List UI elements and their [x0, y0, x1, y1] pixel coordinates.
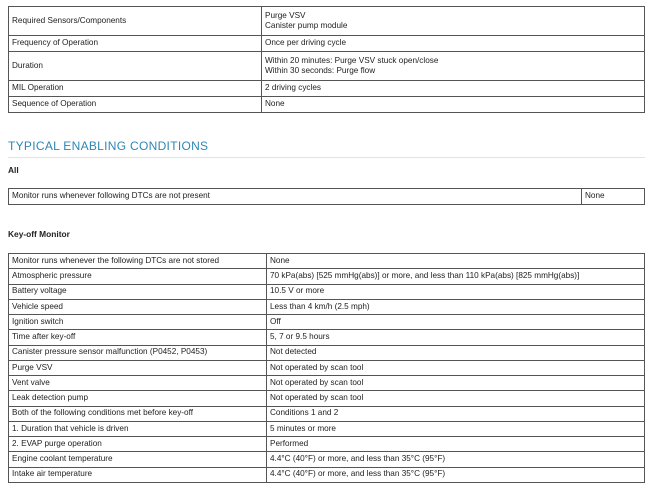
value-line: Within 20 minutes: Purge VSV stuck open/close [265, 55, 439, 65]
section-divider [8, 157, 645, 158]
row-label: Atmospheric pressure [9, 269, 267, 284]
subsection-heading-keyoff: Key-off Monitor [8, 229, 70, 239]
row-value: 4.4°C (40°F) or more, and less than 35°C (95°F) [267, 467, 645, 482]
value-line: Within 30 seconds: Purge flow [265, 66, 376, 75]
table-row [9, 421, 645, 436]
row-label: MIL Operation [9, 81, 262, 97]
row-label: Both of the following conditions met before key-off [9, 406, 267, 421]
row-label: Canister pressure sensor malfunction (P0452, P0453) [9, 345, 267, 360]
row-value: None [267, 254, 645, 269]
row-value: Less than 4 km/h (2.5 mph) [267, 299, 645, 314]
row-value: 70 kPa(abs) [525 mmHg(abs)] or more, and less than 110 kPa(abs) [825 mmHg(abs)] [267, 269, 645, 284]
row-label: Frequency of Operation [9, 36, 262, 52]
value-line: Canister pump module [265, 21, 348, 30]
row-value: 2 driving cycles [262, 81, 645, 97]
table-row [9, 189, 645, 205]
row-value: Off [267, 315, 645, 330]
subsection-heading-all: All [8, 165, 19, 175]
table-row [9, 81, 645, 97]
table-row [9, 437, 645, 452]
table-row [9, 452, 645, 467]
table-row [9, 7, 645, 36]
row-label: Ignition switch [9, 315, 267, 330]
row-label: 2. EVAP purge operation [9, 437, 267, 452]
row-value: Not operated by scan tool [267, 376, 645, 391]
row-label: Engine coolant temperature [9, 452, 267, 467]
table-row [9, 315, 645, 330]
table-row [9, 36, 645, 52]
row-value: Once per driving cycle [262, 36, 645, 52]
row-value: 5 minutes or more [267, 421, 645, 436]
row-value: Not operated by scan tool [267, 360, 645, 375]
monitor-summary-table [8, 6, 645, 113]
table-row [9, 254, 645, 269]
row-label: Vent valve [9, 376, 267, 391]
row-label: Required Sensors/Components [9, 7, 262, 36]
table-row [9, 284, 645, 299]
table-row [9, 360, 645, 375]
row-value: None [262, 97, 645, 113]
keyoff-conditions-table [8, 253, 645, 483]
row-label: Purge VSV [9, 360, 267, 375]
table-row [9, 406, 645, 421]
row-label: 1. Duration that vehicle is driven [9, 421, 267, 436]
row-label: Time after key-off [9, 330, 267, 345]
row-value: 4.4°C (40°F) or more, and less than 35°C (95°F) [267, 452, 645, 467]
table-row [9, 299, 645, 314]
row-value: 10.5 V or more [267, 284, 645, 299]
row-value: Not operated by scan tool [267, 391, 645, 406]
row-label: Vehicle speed [9, 299, 267, 314]
row-value: Not detected [267, 345, 645, 360]
all-conditions-table [8, 188, 645, 205]
row-value [262, 7, 645, 36]
row-label: Intake air temperature [9, 467, 267, 482]
table-row [9, 467, 645, 482]
table-row [9, 52, 645, 81]
value-line: Purge VSV [265, 10, 306, 20]
table-row [9, 376, 645, 391]
table-row [9, 391, 645, 406]
row-value: Performed [267, 437, 645, 452]
table-row [9, 269, 645, 284]
table-row [9, 345, 645, 360]
row-label: Monitor runs whenever following DTCs are not present [9, 189, 582, 205]
row-label: Duration [9, 52, 262, 81]
section-title: TYPICAL ENABLING CONDITIONS [8, 139, 209, 153]
row-value: 5, 7 or 9.5 hours [267, 330, 645, 345]
row-label: Monitor runs whenever the following DTCs are not stored [9, 254, 267, 269]
table-row [9, 97, 645, 113]
row-label: Sequence of Operation [9, 97, 262, 113]
row-value [262, 52, 645, 81]
row-label: Battery voltage [9, 284, 267, 299]
table-row [9, 330, 645, 345]
row-value: Conditions 1 and 2 [267, 406, 645, 421]
row-label: Leak detection pump [9, 391, 267, 406]
row-value: None [582, 189, 645, 205]
